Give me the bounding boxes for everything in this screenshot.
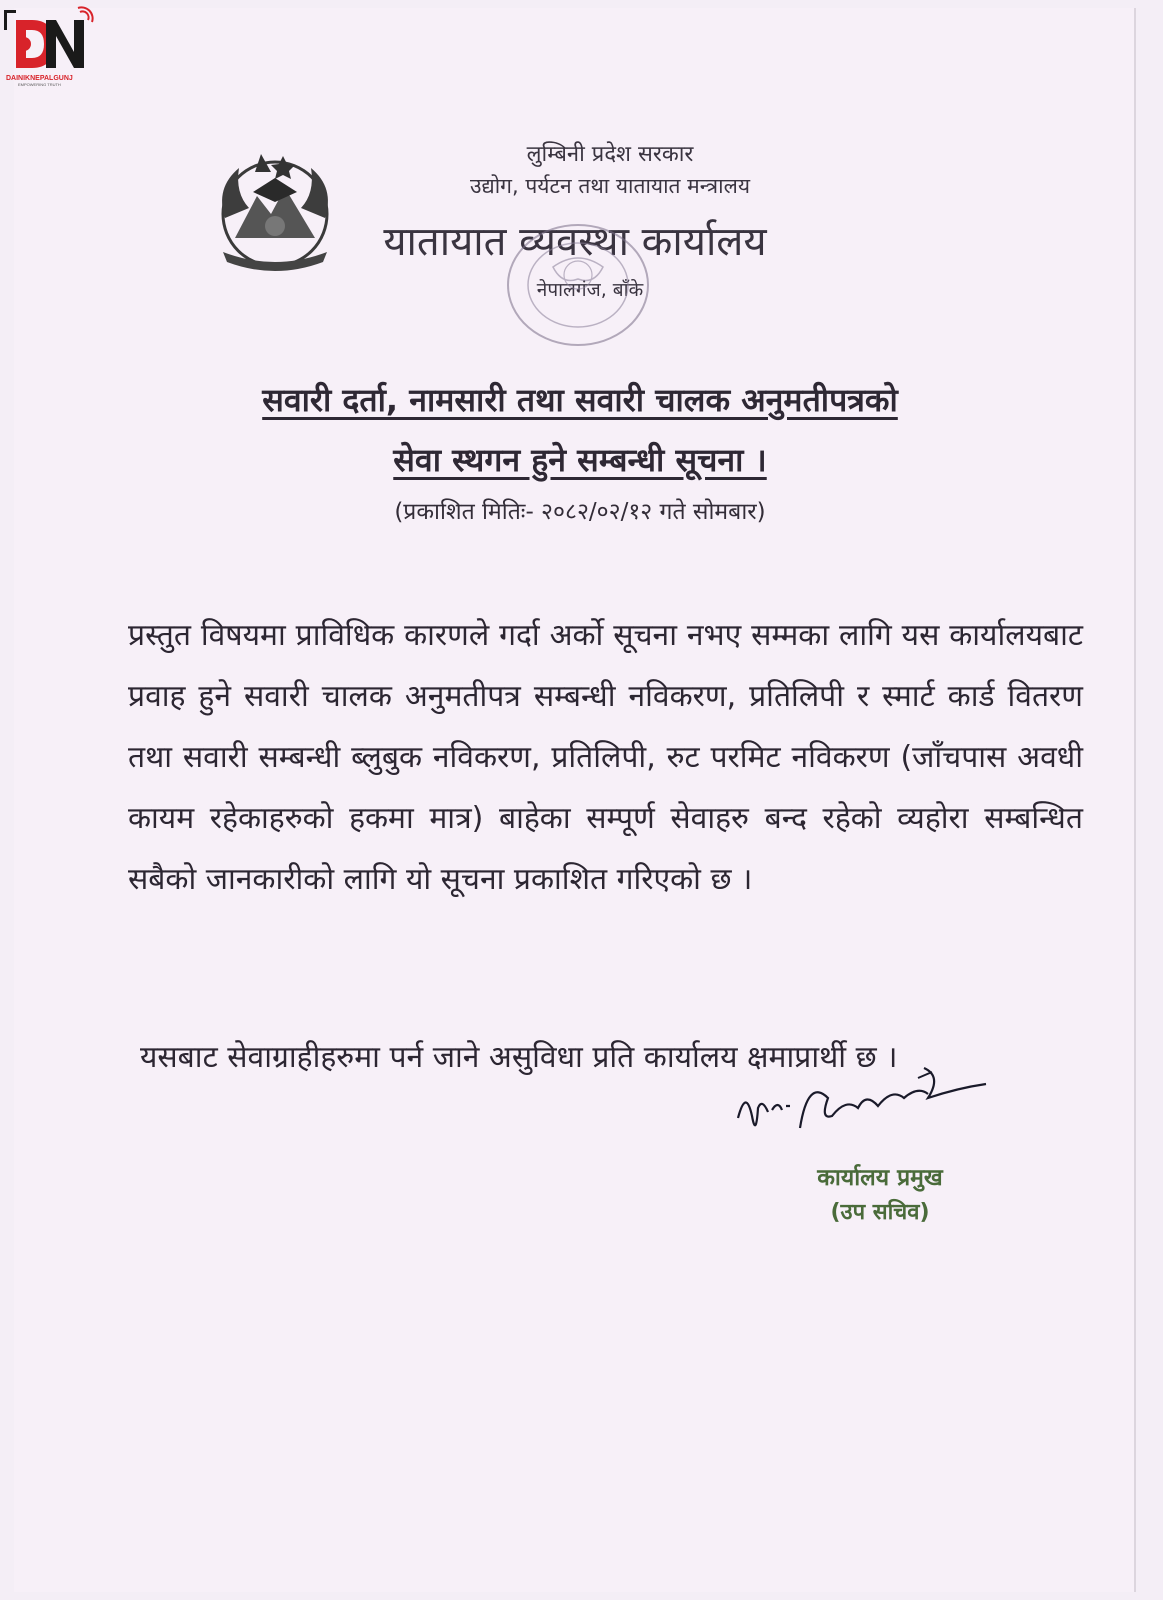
office-location: नेपालगंज, बाँके — [536, 279, 644, 301]
government-name: लुम्बिनी प्रदेश सरकार — [526, 142, 694, 167]
signatory-designation: (उप सचिव) — [830, 1200, 930, 1225]
notice-body: प्रस्तुत विषयमा प्राविधिक कारणले गर्दा अर्को सूचना नभए सम्मका लागि यस कार्यालयबाट प्रवाह हुने सवारी चालक अनुमतीपत्र सम्बन्धी नविकरण, प्रतिलिपी र स्मार्ट कार्ड वितरण तथा सवारी सम्बन्धी ब्लुबुक नविकरण, प्रतिलिपी, रुट परमिट नविकरण (जाँचपास अवधी कायम रहेकाहरुको हकमा मात्र) बाहेका सम्पूर्ण सेवाहरु बन्द रहेको व्यहोरा सम्बन्धित सबैको जानकारीको लागि यो सूचना प्रकाशित गरिएको छ । — [128, 618, 1083, 897]
ministry-name: उद्योग, पर्यटन तथा यातायात मन्त्रालय — [470, 174, 750, 198]
office-stamp — [498, 215, 658, 355]
svg-text:DAINIKNEPALGUNJ: DAINIKNEPALGUNJ — [6, 75, 73, 82]
nepal-emblem-icon — [205, 148, 345, 278]
signature-icon — [728, 1058, 993, 1148]
notice-title-line2: सेवा स्थगन हुने सम्बन्धी सूचना । — [393, 441, 767, 479]
publish-date: (प्रकाशित मितिः- २०८२/०२/१२ गते सोमबार) — [394, 499, 766, 525]
apology-text: यसबाट सेवाग्राहीहरुमा पर्न जाने असुविधा प्रति कार्यालय क्षमाप्रार्थी छ । — [140, 1040, 898, 1075]
svg-text:EMPOWERING TRUTH: EMPOWERING TRUTH — [18, 82, 61, 87]
signatory-title: कार्यालय प्रमुख — [817, 1165, 943, 1191]
dainik-nepalgunj-logo — [2, 6, 94, 88]
notice-title-line1: सवारी दर्ता, नामसारी तथा सवारी चालक अनुमतीपत्रको — [262, 381, 898, 419]
office-name: यातायात व्यवस्था कार्यालय — [383, 219, 767, 265]
